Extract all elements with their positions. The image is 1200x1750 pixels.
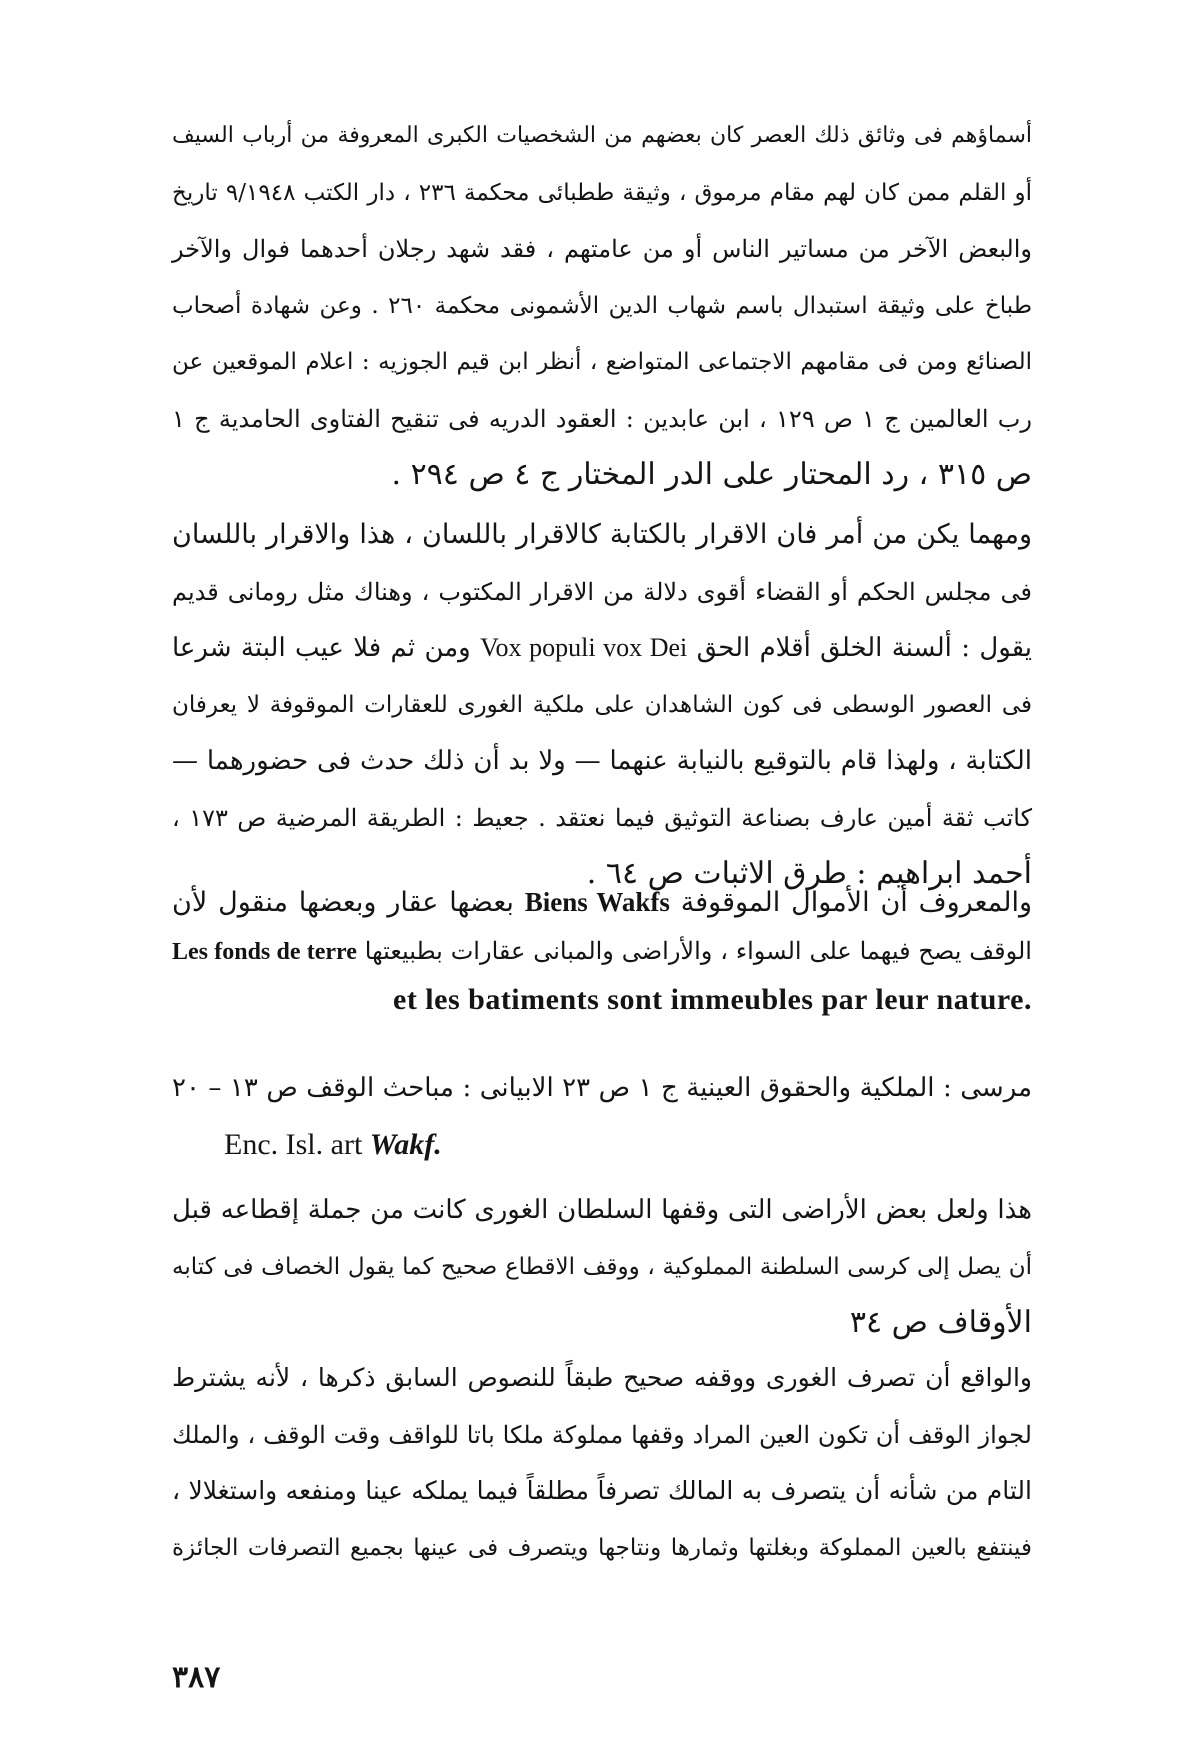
footnote-paragraph-witnesses	[172, 108, 1032, 504]
reference-italic: Wakf.	[369, 1127, 442, 1161]
encyclopedia-reference	[172, 1117, 1032, 1174]
french-quote-line: et les batiments sont immeubles par leur nature.	[393, 983, 1032, 1016]
text-line: التام من شأنه أن يتصرف به المالك تصرفاً مطلقاً فيما يملكه عينا ومنفعه واستغلالا ،	[172, 1476, 1032, 1505]
arabic-proverb: يقول : ألسنة الخلق أقلام الحق	[696, 633, 1033, 663]
text-line: لجواز الوقف أن تكون العين المراد وقفها مملوكة ملكا باتا للواقف وقت الوقف ، والملك	[172, 1420, 1032, 1449]
text-segment: الوقف يصح فيهما على السواء ، والأراضى والمبانى عقارات بطبيعتها	[364, 937, 1032, 965]
text-line-with-latin	[172, 878, 1032, 927]
latin-term: Biens Wakfs	[524, 887, 670, 917]
text-segment: والمعروف أن الأموال الموقوفة	[680, 887, 1032, 918]
text-line: ص ٣١٥ ، رد المحتار على الدر المختار ج ٤ ص ٢٩٤ .	[391, 457, 1032, 492]
text-line: فينتفع بالعين المملوكة وبغلتها وثمارها ونتاجها ويتصرف فى عينها بجميع التصرفات الجائزة	[172, 1534, 1032, 1561]
paragraph-written-acknowledgment	[172, 507, 1032, 903]
text-line: ومهما يكن من أمر فان الاقرار بالكتابة كالاقرار باللسان ، هذا والاقرار باللسان	[172, 519, 1032, 550]
text-segment: بعضها عقار وبعضها منقول لأن	[172, 887, 514, 918]
text-line: أو القلم ممن كان لهم مقام مرموق ، وثيقة ططبائى محكمة ٢٣٦ ، دار الكتب ٩/١٩٤٨ تاريخ	[172, 179, 1032, 206]
latin-term: Les fonds de terre	[172, 939, 357, 965]
text-line-with-latin	[172, 927, 1032, 976]
text-line: هذا ولعل بعض الأراضى التى وقفها السلطان الغورى كانت من جملة إقطاعه قبل	[172, 1195, 1032, 1225]
text-line: والواقع أن تصرف الغورى ووقفه صحيح طبقاً للنصوص السابق ذكرها ، لأنه يشترط	[172, 1363, 1032, 1392]
text-line: طباخ على وثيقة استبدال باسم شهاب الدين الأشمونى محكمة ٢٦٠ . وعن شهادة أصحاب	[172, 292, 1033, 319]
latin-proverb: Vox populi vox Dei	[480, 633, 688, 662]
text-line: الأوقاف ص ٣٤	[849, 1305, 1032, 1340]
text-line: الكتابة ، ولهذا قام بالتوقيع بالنيابة عنهما — ولا بد أن ذلك حدث فى حضورهما —	[172, 746, 1032, 776]
text-line: مرسى : الملكية والحقوق العينية ج ١ ص ٢٣ الابيانى : مباحث الوقف ص ١٣ – ٢٠	[172, 1073, 1032, 1103]
paragraph-waqf-property	[172, 878, 1032, 1024]
paragraph-iqta	[172, 1182, 1032, 1352]
reference-paragraph	[172, 1060, 1032, 1173]
text-line: الصنائع ومن فى مقامهم الاجتماعى المتواضع ، أنظر ابن قيم الجوزيه : اعلام الموقعين عن	[172, 349, 1032, 375]
paragraph-ghuri-disposal	[172, 1350, 1032, 1576]
text-line-with-latin	[172, 620, 1032, 677]
text-line: أحمد ابراهيم : طرق الاثبات ص ٦٤ .	[586, 856, 1032, 891]
page-number: ٣٨٧	[172, 1660, 221, 1695]
reference-text: Enc. Isl. art	[224, 1127, 363, 1161]
text-line: كاتب ثقة أمين عارف بصناعة التوثيق فيما نعتقد . جعيط : الطريقة المرضية ص ١٧٣ ،	[172, 803, 1033, 832]
text-line: والبعض الآخر من مساتير الناس أو من عامتهم ، فقد شهد رجلان أحدهما فوال والآخر	[172, 235, 1033, 263]
text-line: فى العصور الوسطى فى كون الشاهدان على ملكية الغورى للعقارات الموقوفة لا يعرفان	[172, 691, 1032, 718]
text-segment: ومن ثم فلا عيب البتة شرعا	[172, 633, 471, 663]
text-line: أن يصل إلى كرسى السلطنة المملوكية ، ووقف الاقطاع صحيح كما يقول الخصاف فى كتابه	[172, 1253, 1032, 1280]
text-line: فى مجلس الحكم أو القضاء أقوى دلالة من الاقرار المكتوب ، وهناك مثل رومانى قديم	[172, 577, 1032, 606]
text-line: رب العالمين ج ١ ص ١٢٩ ، ابن عابدين : العقود الدريه فى تنقيح الفتاوى الحامدية ج ١	[172, 404, 1032, 433]
text-line: أسماؤهم فى وثائق ذلك العصر كان بعضهم من الشخصيات الكبرى المعروفة من أرباب السيف	[172, 123, 1032, 148]
